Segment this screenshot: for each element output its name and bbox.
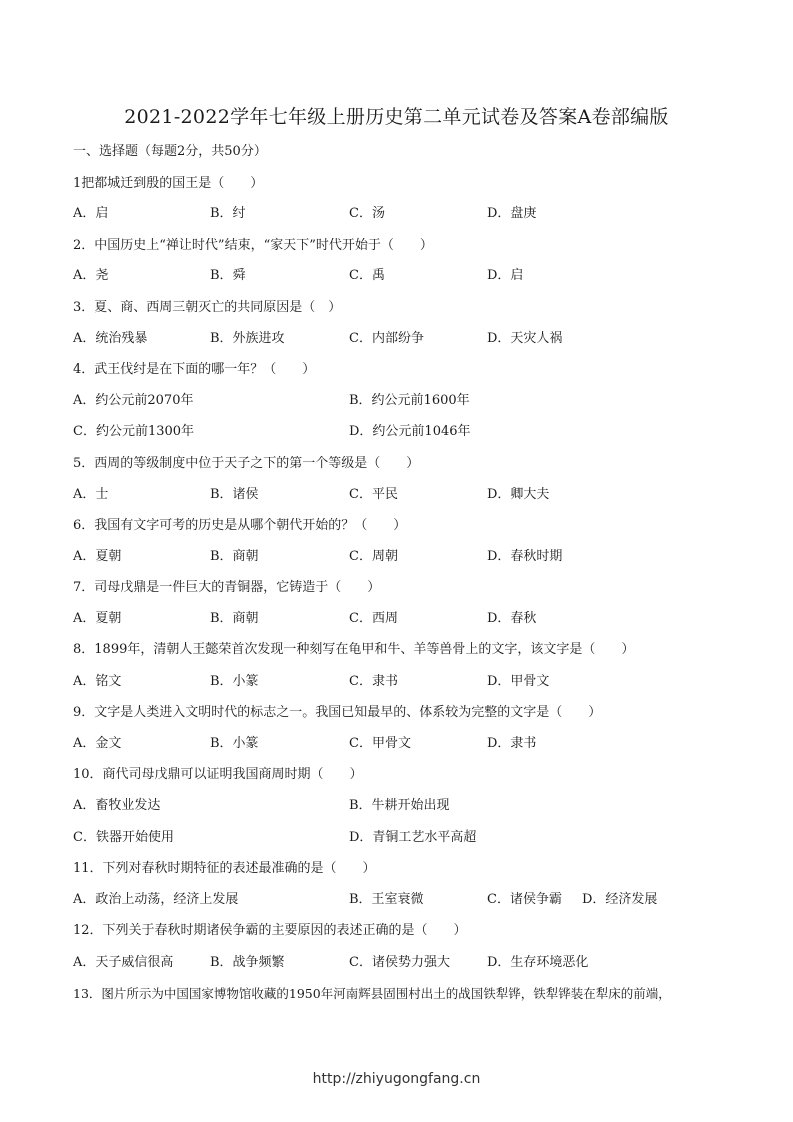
option-1a: A．启: [73, 206, 109, 221]
option-3b: B．外族进攻: [210, 331, 285, 346]
option-7a: A．夏朝: [73, 611, 122, 626]
option-11a: A．政治上动荡，经济上发展: [73, 892, 239, 907]
option-6c: C．周朝: [349, 549, 398, 564]
option-2a: A．尧: [73, 268, 109, 283]
option-8c: C．隶书: [349, 674, 398, 689]
question-8: 8．1899年，清朝人王懿荣首次发现一种刻写在龟甲和牛、羊等兽骨上的文字，该文字是（ ）: [73, 642, 635, 657]
option-3d: D．天灾人祸: [487, 331, 563, 346]
option-4c: C．约公元前1300年: [73, 424, 195, 439]
option-8b: B．小篆: [210, 674, 259, 689]
option-9a: A．金文: [73, 736, 122, 751]
option-11c: C．诸侯争霸: [487, 892, 562, 907]
question-6: 6．我国有文字可考的历史是从哪个朝代开始的？（ ）: [73, 518, 407, 533]
option-10c: C．铁器开始使用: [73, 830, 174, 845]
option-6d: D．春秋时期: [487, 549, 563, 564]
option-5c: C．平民: [349, 487, 398, 502]
question-9: 9．文字是人类进入文明时代的标志之一。我国已知最早的、体系较为完整的文字是（ ）: [73, 705, 602, 720]
option-3a: A．统治残暴: [73, 331, 148, 346]
option-9b: B．小篆: [210, 736, 259, 751]
option-8d: D．甲骨文: [487, 674, 550, 689]
question-5: 5．西周的等级制度中位于天子之下的第一个等级是（ ）: [73, 456, 420, 471]
option-9c: C．甲骨文: [349, 736, 411, 751]
option-8a: A．铭文: [73, 674, 122, 689]
footer-url: http://zhiyugongfang.cn: [312, 1071, 481, 1087]
question-3: 3．夏、商、西周三朝灭亡的共同原因是（ ）: [73, 300, 342, 315]
option-4d: D．约公元前1046年: [349, 424, 471, 439]
option-5d: D．卿大夫: [487, 487, 550, 502]
option-7c: C．西周: [349, 611, 398, 626]
option-1b: B．纣: [210, 206, 246, 221]
question-1: 1把都城迁到殷的国王是（ ）: [73, 176, 264, 191]
question-10: 10．商代司母戊鼎可以证明我国商周时期（ ）: [73, 767, 363, 782]
option-11b: B．王室衰微: [349, 892, 424, 907]
question-12: 12．下列关于春秋时期诸侯争霸的主要原因的表述正确的是（ ）: [73, 923, 467, 938]
option-10a: A．畜牧业发达: [73, 798, 161, 813]
question-13: 13．图片所示为中国国家博物馆收藏的1950年河南辉县固围村出土的战国铁犁铧，铁犁铧装在犁床的前端，: [73, 986, 671, 1001]
option-4b: B．约公元前1600年: [349, 393, 470, 408]
option-12b: B．战争频繁: [210, 955, 285, 970]
option-12c: C．诸侯势力强大: [349, 955, 450, 970]
question-7: 7．司母戊鼎是一件巨大的青铜器，它铸造于（ ）: [73, 580, 381, 595]
page-title: 2021-2022学年七年级上册历史第二单元试卷及答案A卷部编版: [124, 106, 669, 128]
option-2c: C．禹: [349, 268, 385, 283]
option-10d: D．青铜工艺水平高超: [349, 830, 477, 845]
option-1c: C．汤: [349, 206, 385, 221]
question-11: 11．下列对春秋时期特征的表述最准确的是（ ）: [73, 861, 376, 876]
option-11d: D．经济发展: [582, 892, 658, 907]
option-10b: B．牛耕开始出现: [349, 798, 450, 813]
option-2b: B．舜: [210, 268, 246, 283]
option-2d: D．启: [487, 268, 524, 283]
option-6a: A．夏朝: [73, 549, 122, 564]
option-7b: B．商朝: [210, 611, 259, 626]
option-4a: A．约公元前2070年: [73, 393, 194, 408]
question-4: 4．武王伐纣是在下面的哪一年？（ ）: [73, 362, 316, 377]
option-9d: D．隶书: [487, 736, 537, 751]
option-12a: A．天子威信很高: [73, 955, 174, 970]
option-3c: C．内部纷争: [349, 331, 424, 346]
option-7d: D．春秋: [487, 611, 537, 626]
option-6b: B．商朝: [210, 549, 259, 564]
section-heading: 一、选择题（每题2分，共50分）: [73, 144, 267, 159]
option-1d: D．盘庚: [487, 206, 537, 221]
option-5a: A．士: [73, 487, 109, 502]
option-5b: B．诸侯: [210, 487, 259, 502]
question-2: 2．中国历史上“禅让时代”结束，“家天下”时代开始于（ ）: [73, 238, 433, 253]
option-12d: D．生存环境恶化: [487, 955, 589, 970]
